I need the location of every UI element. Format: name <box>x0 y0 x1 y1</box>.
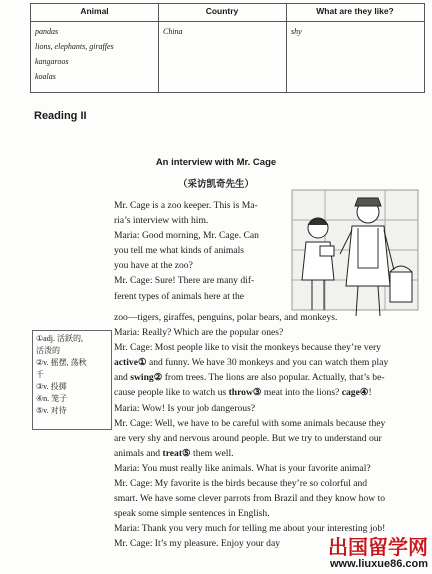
animal-item: pandas <box>35 27 59 36</box>
text-line: Maria: Really? Which are the popular ones? <box>114 327 284 339</box>
text-line: speak some simple sentences in English. <box>114 508 270 520</box>
text-line: cause people like to watch us throw③ meat into the lions? cage④! <box>114 387 372 399</box>
article-subtitle: （采访凯奇先生） <box>177 180 254 190</box>
interview-body <box>114 310 426 552</box>
table-header-like: What are they like? <box>316 6 394 16</box>
table-cell-animal <box>35 24 114 84</box>
watermark-logo <box>328 536 428 570</box>
table-header-animal: Animal <box>80 6 109 16</box>
text-line: Maria: Good morning, Mr. Cage. Can <box>114 230 259 242</box>
text-line: Mr. Cage: It’s my pleasure. Enjoy your day <box>114 538 280 550</box>
table-header-country: Country <box>205 6 239 16</box>
interview-intro <box>114 198 286 304</box>
animal-item: koalas <box>35 72 56 81</box>
zookeeper-illustration <box>290 180 420 320</box>
watermark-url: www.liuxue86.com <box>329 558 428 570</box>
text-line: Mr. Cage: Most people like to visit the monkeys because they’re very <box>114 342 381 354</box>
text-line: Mr. Cage: Sure! There are many dif- <box>114 275 255 287</box>
animal-table <box>30 3 425 93</box>
text-line: Mr. Cage: Well, we have to be careful with some animals because they <box>114 417 386 429</box>
gloss-line: ②v. 摇摆, 荡秋 <box>36 358 87 367</box>
text-line: animals and treat⑤ them well. <box>114 447 234 459</box>
text-line: active① and funny. We have 30 monkeys and you can watch them play <box>114 357 389 369</box>
article-title: An interview with Mr. Cage <box>155 157 277 168</box>
gloss-line: 活泼的 <box>36 346 60 355</box>
table-cell-country: China <box>163 27 183 36</box>
animal-item: kangaroos <box>35 57 69 66</box>
text-line: Maria: Thank you very much for telling me about your interesting job! <box>114 523 386 535</box>
watermark-brand: 出国留学网 <box>328 535 428 559</box>
text-line: are very shy and nervous around people. But we try to understand our <box>114 432 382 444</box>
gloss-line: ①adj. 活跃的, <box>36 334 83 343</box>
gloss-line: 千 <box>36 370 44 379</box>
table-divider <box>286 4 287 92</box>
text-line: Mr. Cage: My favorite is the birds because they’re so colorful and <box>114 478 368 490</box>
table-divider <box>158 4 159 92</box>
text-line: you tell me what kinds of animals <box>114 245 245 257</box>
text-line: and swing② from trees. The lions are also popular. Actually, that’s be- <box>114 372 385 384</box>
text-line: Mr. Cage is a zoo keeper. This is Ma- <box>114 200 258 211</box>
table-cell-like: shy <box>291 27 302 36</box>
section-heading: Reading II <box>34 110 87 122</box>
gloss-line: ③v. 投掷 <box>36 382 67 391</box>
gloss-line: ⑤v. 对待 <box>36 406 67 415</box>
text-line: ria’s interview with him. <box>114 215 209 227</box>
text-line: you have at the zoo? <box>114 260 193 272</box>
gloss-line: ④n. 笼子 <box>36 394 68 403</box>
text-line: Maria: You must really like animals. What is your favorite animal? <box>114 462 371 474</box>
text-line: zoo—tigers, giraffes, penguins, polar bears, and monkeys. <box>114 312 338 323</box>
table-header-rule <box>31 21 424 22</box>
glossary-box <box>32 330 112 430</box>
animal-item: lions, elephants, giraffes <box>35 42 114 51</box>
text-line: smart. We have some clever parrots from Brazil and they know how to <box>114 493 386 505</box>
text-line: ferent types of animals here at the <box>114 290 244 302</box>
text-line: Maria: Wow! Is your job dangerous? <box>114 402 256 414</box>
